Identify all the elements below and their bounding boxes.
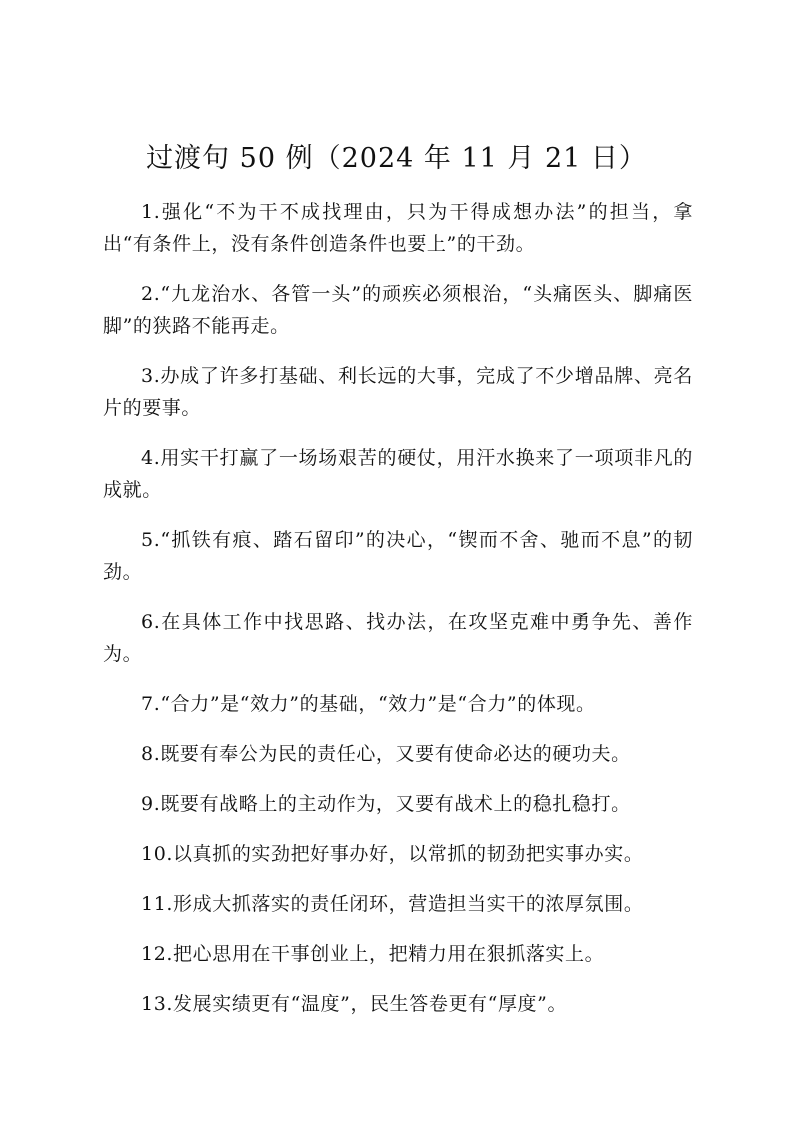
list-item: 6.在具体工作中找思路、找办法，在攻坚克难中勇争先、善作为。 xyxy=(103,611,693,665)
list-item: 9.既要有战略上的主动作为，又要有战术上的稳扎稳打。 xyxy=(141,793,631,815)
list-item: 2.“九龙治水、各管一头”的顽疾必须根治，“头痛医头、脚痛医脚”的狭路不能再走。 xyxy=(103,283,693,337)
list-item: 7.“合力”是“效力”的基础，“效力”是“合力”的体现。 xyxy=(141,693,596,715)
list-item: 10.以真抓的实劲把好事办好，以常抓的韧劲把实事办实。 xyxy=(141,843,644,865)
list-item: 11.形成大抓落实的责任闭环，营造担当实干的浓厚氛围。 xyxy=(141,893,644,915)
list-item: 3.办成了许多打基础、利长远的大事，完成了不少增品牌、亮名片的要事。 xyxy=(103,365,693,419)
list-item: 5.“抓铁有痕、踏石留印”的决心，“锲而不舍、驰而不息”的韧劲。 xyxy=(103,529,693,583)
document-title: 过渡句 50 例（2024 年 11 月 21 日） xyxy=(146,143,647,174)
list-item: 13.发展实绩更有“温度”，民生答卷更有“厚度”。 xyxy=(141,993,568,1015)
list-item: 8.既要有奉公为民的责任心，又要有使命必达的硬功夫。 xyxy=(141,743,631,765)
list-item: 4.用实干打赢了一场场艰苦的硬仗，用汗水换来了一项项非凡的成就。 xyxy=(103,447,693,501)
sentence-list xyxy=(103,196,693,1038)
list-item: 12.把心思用在干事创业上，把精力用在狠抓落实上。 xyxy=(141,943,605,965)
list-item: 1.强化“不为干不成找理由，只为干得成想办法”的担当，拿出“有条件上，没有条件创造条件也要上”的干劲。 xyxy=(103,201,693,255)
